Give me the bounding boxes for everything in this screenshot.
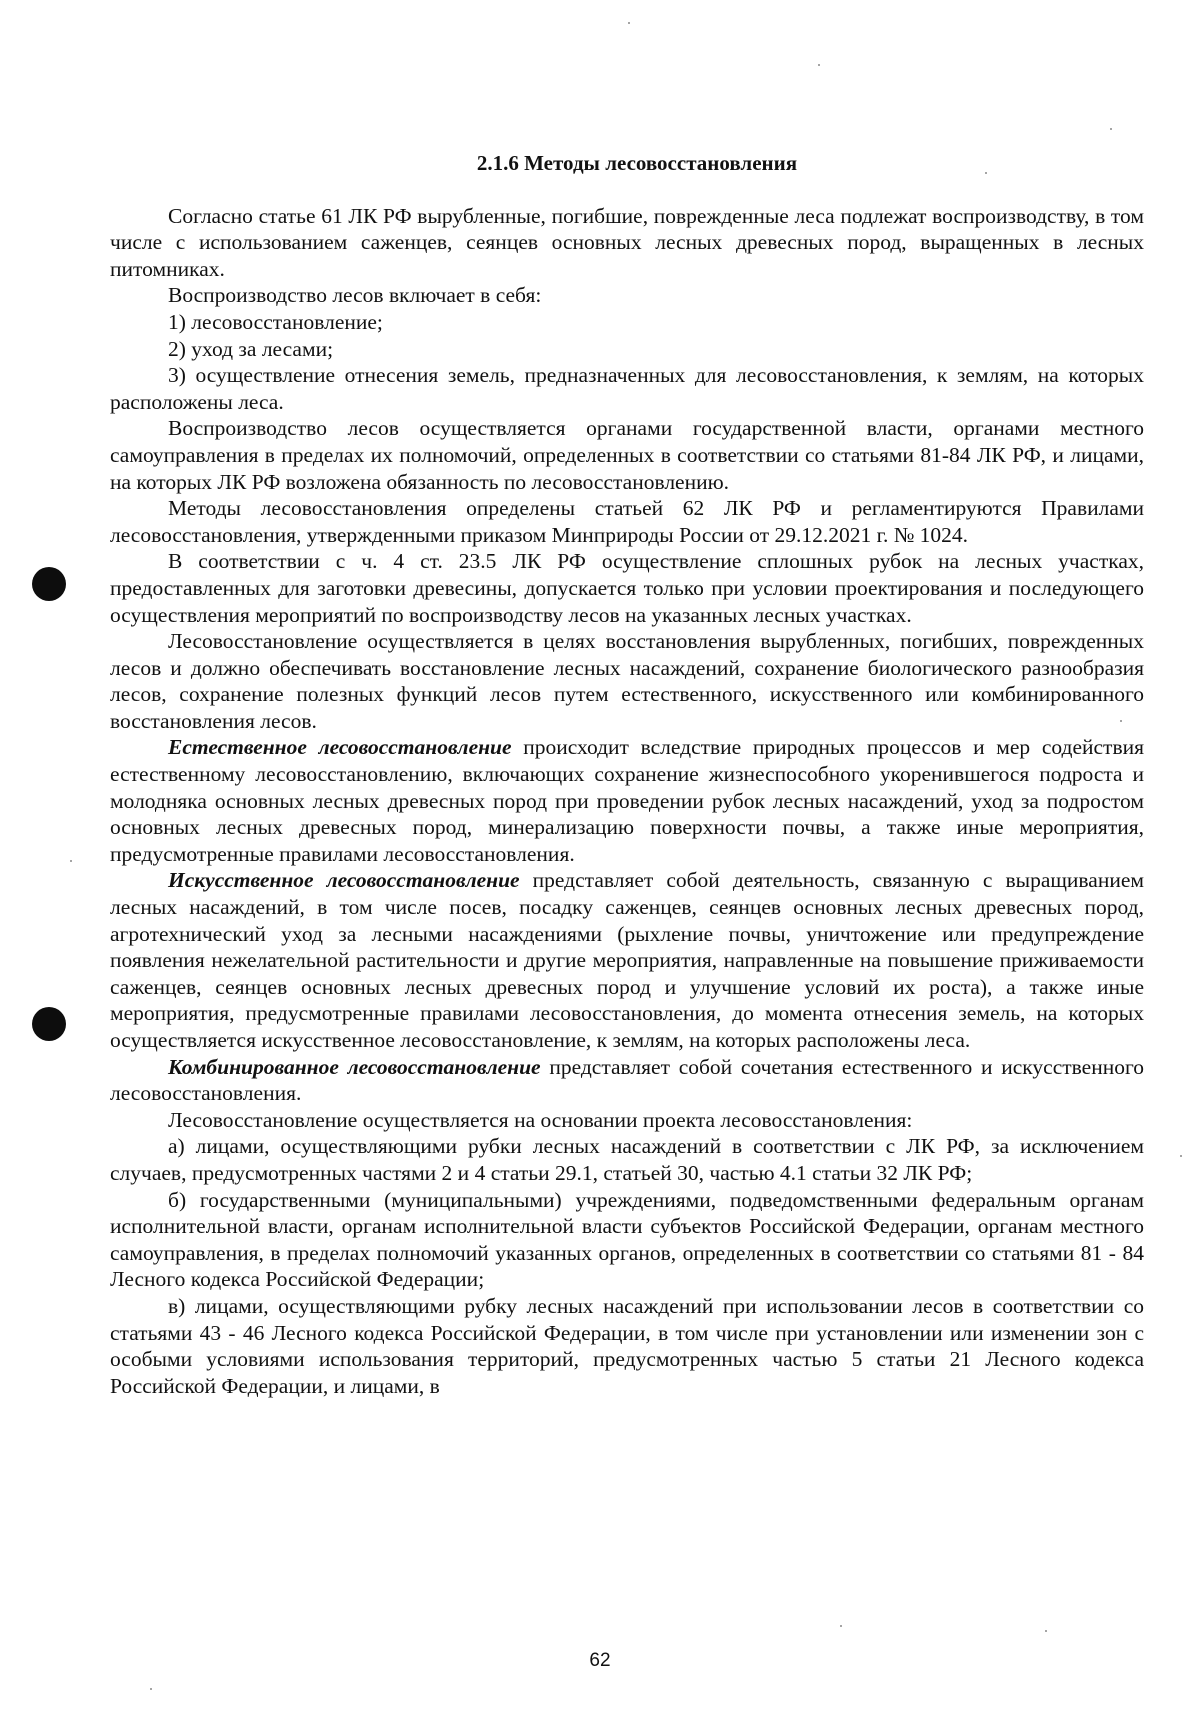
list-item: 3) осуществление отнесения земель, предназначенных для лесовосстановления, к землям, на которых расположены леса. [110,363,1144,414]
paragraph-text: происходит вследствие природных процессов и мер содействия естественному лесовосстановлению, включающих сохранение жизнеспособного укоренившегося подроста и молодняка основных лесных древесных пород при проведении рубок лесных насаждений, уход за подростом основных лесных древесных пород, минерализацию поверхности почвы, а также иные мероприятия, предусмотренные правилами лесовосстановления. [110,735,1144,866]
scan-speck [628,22,630,24]
paragraph-natural-reforestation [110,734,1144,867]
term-natural-reforestation: Естественное лесовосстановление [168,735,512,760]
list-item: а) лицами, осуществляющими рубки лесных насаждений в соответствии с ЛК РФ, за исключением случаев, предусмотренных частями 2 и 4 статьи 29.1, статьей 30, частью 4.1 статьи 32 ЛК РФ; [110,1134,1144,1185]
scan-speck [840,1625,842,1627]
document-page [110,150,1144,1399]
scan-speck [70,860,72,862]
section-title: 2.1.6 Методы лесовосстановления [476,151,798,175]
scan-speck [1110,128,1112,130]
punch-hole-bottom [32,1007,66,1041]
paragraph: Методы лесовосстановления определены статьей 62 ЛК РФ и регламентируются Правилами лесовосстановления, утвержденными приказом Минприроды России от 29.12.2021 г. № 1024. [110,496,1144,547]
paragraph-artificial-reforestation [110,867,1144,1053]
paragraph: Лесовосстановление осуществляется в целях восстановления вырубленных, погибших, поврежденных лесов и должно обеспечивать восстановление лесных насаждений, сохранение биологического разнообразия лесов, сохранение полезных функций лесов путем естественного, искусственного или комбинированного восстановления лесов. [110,629,1144,733]
list-item: в) лицами, осуществляющими рубку лесных насаждений при использовании лесов в соответствии со статьями 43 - 46 Лесного кодекса Российской Федерации, в том числе при установлении или изменении зон с особыми условиями использования территорий, предусмотренных частью 5 статьи 21 Лесного кодекса Российской Федерации, и лицами, в [110,1293,1144,1398]
paragraph: В соответствии с ч. 4 ст. 23.5 ЛК РФ осуществление сплошных рубок на лесных участках, предоставленных для заготовки древесины, допускается только при условии проектирования и последующего осуществления мероприятий по воспроизводству лесов на указанных лесных участках. [110,549,1144,627]
paragraph: Лесовосстановление осуществляется на основании проекта лесовосстановления: [168,1107,913,1132]
list-item: 2) уход за лесами; [168,336,334,361]
term-combined-reforestation: Комбинированное лесовосстановление [168,1054,541,1079]
paragraph: Воспроизводство лесов включает в себя: [168,283,542,308]
scan-speck [818,64,820,66]
paragraph-combined-reforestation [110,1054,1144,1107]
list-item: 1) лесовосстановление; [168,309,383,334]
paragraph-text: представляет собой деятельность, связанную с выращиванием лесных насаждений, в том числе посев, посадку саженцев, сеянцев основных лесных древесных пород, агротехнический уход за лесными насаждениями (рыхление почвы, уничтожение или предупреждение появления нежелательной растительности и другие мероприятия, направленные на повышение приживаемости саженцев, сеянцев основных лесных древесных пород и улучшение условий их роста), а также иные мероприятия, предусмотренные правилами лесовосстановления, до момента отнесения земель, на которых осуществляется искусственное лесовосстановление, к землям, на которых расположены леса. [110,868,1144,1052]
paragraph: Воспроизводство лесов осуществляется органами государственной власти, органами местного самоуправления в пределах их полномочий, определенных в соответствии со статьями 81-84 ЛК РФ, и лицами, на которых ЛК РФ возложена обязанность по лесовосстановлению. [110,416,1144,494]
paragraph-text: представляет собой сочетания естественного и искусственного лесовосстановления. [110,1054,1144,1106]
scan-speck [1180,1155,1182,1157]
punch-hole-top [32,567,66,601]
scan-speck [1045,1630,1047,1632]
paragraph: Согласно статье 61 ЛК РФ вырубленные, погибшие, поврежденные леса подлежат воспроизводству, в том числе с использованием саженцев, сеянцев основных лесных древесных пород, выращенных в лесных питомниках. [110,203,1144,281]
list-item: б) государственными (муниципальными) учреждениями, подведомственными федеральным органам исполнительной власти, органам исполнительной власти субъектов Российской Федерации, органам местного самоуправления, в пределах полномочий указанных органов, определенных в соответствии со статьями 81 - 84 Лесного кодекса Российской Федерации; [110,1187,1144,1292]
page-number: 62 [589,1650,611,1671]
term-artificial-reforestation: Искусственное лесовосстановление [168,868,520,893]
scan-speck [150,1688,152,1690]
